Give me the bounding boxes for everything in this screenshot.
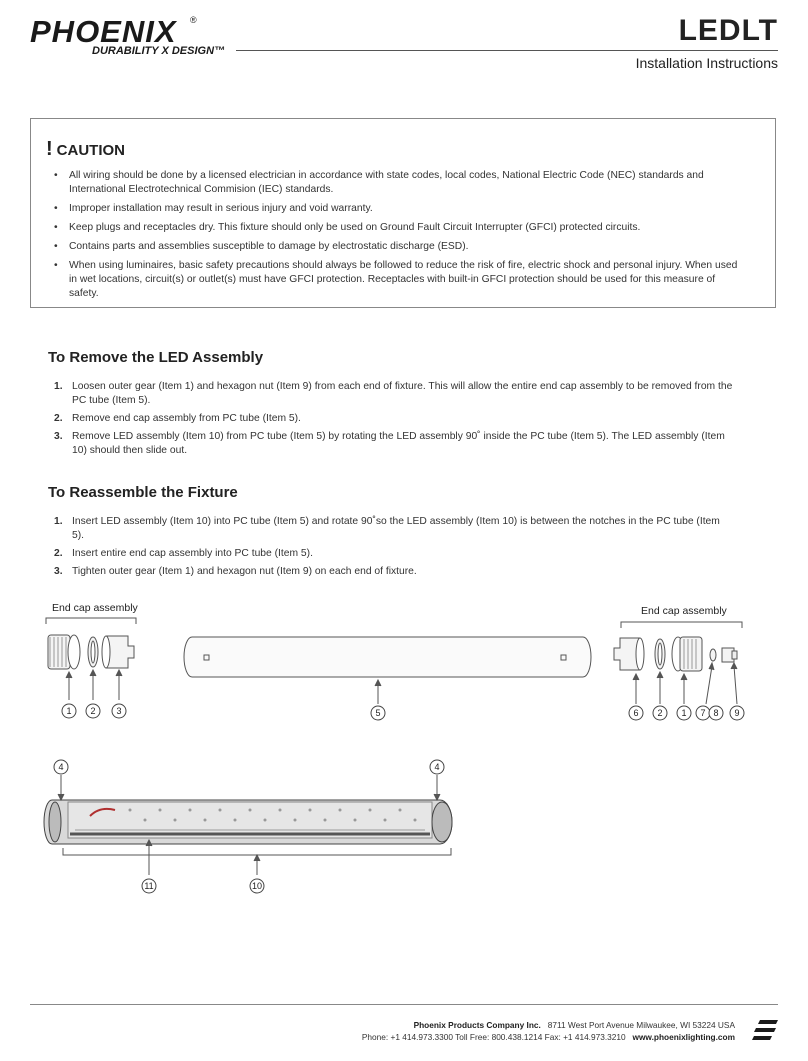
caution-title: CAUTION bbox=[56, 142, 125, 159]
led-assembly bbox=[44, 800, 452, 844]
callout-4-right: 4 bbox=[434, 762, 440, 772]
caution-heading bbox=[46, 138, 125, 161]
caution-item: • Improper installation may result in serious injury and void warranty. bbox=[54, 202, 744, 216]
caution-item: • When using luminaires, basic safety precautions should always be followed to reduce the risk of fire, electric shock and personal injury. When used in wet locations, circuit(s) or outlet(s) must have GFCI protection. Receptacles with built-in GFCI protection should be used for this measure of safety. bbox=[54, 259, 744, 301]
step-item bbox=[54, 565, 734, 579]
reassemble-section-title: To Reassemble the Fixture bbox=[48, 484, 238, 501]
left-assembly-label: End cap assembly bbox=[52, 602, 138, 614]
footer-divider bbox=[30, 1004, 778, 1005]
reassemble-steps bbox=[54, 515, 734, 583]
fixture-exploded-diagram bbox=[0, 590, 808, 900]
company-name: Phoenix Products Company Inc. bbox=[413, 1020, 541, 1030]
callout-9: 9 bbox=[734, 708, 740, 718]
outer-gear-left bbox=[48, 635, 80, 669]
step-text: Insert LED assembly (Item 10) into PC tube (Item 5) and rotate 90˚so the LED assembly (Item 10) is between the notches in the PC tube (Item 5). bbox=[72, 516, 720, 541]
callout-7: 7 bbox=[700, 708, 706, 718]
step-text: Remove LED assembly (Item 10) from PC tube (Item 5) by rotating the LED assembly 90˚ inside the PC tube (Item 5). The LED assembly (Item 10) should then slide out. bbox=[72, 431, 725, 456]
o-ring-left bbox=[88, 637, 98, 667]
caution-item: • Contains parts and assemblies susceptible to damage by electrostatic discharge (ESD). bbox=[54, 240, 744, 254]
step-item bbox=[54, 430, 734, 458]
step-text: Insert entire end cap assembly into PC tube (Item 5). bbox=[72, 548, 313, 559]
step-number: 1. bbox=[54, 381, 63, 392]
o-ring-right bbox=[655, 639, 665, 669]
hex-nut-right bbox=[722, 648, 737, 662]
step-item bbox=[54, 412, 734, 426]
registered-mark: ® bbox=[190, 15, 197, 25]
insert-left bbox=[102, 636, 134, 668]
document-subtitle: Installation Instructions bbox=[635, 55, 778, 71]
left-assembly-bracket bbox=[46, 618, 136, 624]
callout-2-right: 2 bbox=[657, 708, 663, 718]
outer-gear-right bbox=[672, 637, 702, 671]
caution-item: • All wiring should be done by a licensed electrician in accordance with state codes, local codes, National Electric Code (NEC) standards and International Electrotechnical Commision (IEC) standards. bbox=[54, 169, 744, 197]
callout-10: 10 bbox=[251, 881, 263, 891]
step-number: 3. bbox=[54, 566, 63, 577]
brand-tagline: DURABILITY X DESIGN™ bbox=[92, 45, 226, 57]
step-item bbox=[54, 547, 734, 561]
footer-company-line bbox=[414, 1020, 735, 1030]
caution-item: • Keep plugs and receptacles dry. This fixture should only be used on Ground Fault Circuit Interrupter (GFCI) protected circuits. bbox=[54, 221, 744, 235]
remove-steps bbox=[54, 380, 734, 462]
step-number: 3. bbox=[54, 431, 63, 442]
step-text: Tighten outer gear (Item 1) and hexagon nut (Item 9) on each end of fixture. bbox=[72, 566, 417, 577]
callout-6: 6 bbox=[633, 708, 639, 718]
company-phone: Phone: +1 414.973.3300 Toll Free: 800.438.1214 Fax: +1 414.973.3210 bbox=[361, 1032, 626, 1042]
caution-list bbox=[54, 169, 744, 306]
callout-5: 5 bbox=[375, 708, 381, 718]
callout-3: 3 bbox=[116, 706, 122, 716]
callout-1-right: 1 bbox=[681, 708, 687, 718]
step-item bbox=[54, 380, 734, 408]
brand-stripes-icon bbox=[752, 1018, 780, 1042]
callout-8: 8 bbox=[713, 708, 719, 718]
step-number: 2. bbox=[54, 548, 63, 559]
brand-logo: PHOENIX bbox=[30, 14, 177, 49]
remove-section-title: To Remove the LED Assembly bbox=[48, 349, 264, 366]
step-number: 2. bbox=[54, 413, 63, 424]
step-text: Loosen outer gear (Item 1) and hexagon nut (Item 9) from each end of fixture. This will allow the entire end cap assembly to be removed from the PC tube (Item 5). bbox=[72, 381, 733, 406]
insert-right bbox=[614, 638, 644, 670]
callout-1: 1 bbox=[66, 706, 72, 716]
header-divider bbox=[236, 50, 778, 51]
step-number: 1. bbox=[54, 516, 63, 527]
company-website[interactable]: www.phoenixlighting.com bbox=[632, 1032, 735, 1042]
document-title: LEDLT bbox=[678, 14, 778, 47]
callout-11: 11 bbox=[144, 881, 154, 891]
right-assembly-label: End cap assembly bbox=[641, 605, 727, 617]
right-assembly-bracket bbox=[621, 622, 742, 628]
callout-2: 2 bbox=[90, 706, 96, 716]
step-text: Remove end cap assembly from PC tube (Item 5). bbox=[72, 413, 301, 424]
pc-tube bbox=[184, 637, 591, 677]
footer-contact-line bbox=[362, 1032, 735, 1042]
exclamation-icon: ! bbox=[46, 138, 53, 160]
step-item bbox=[54, 515, 734, 543]
washer-right bbox=[710, 649, 716, 661]
callout-4-left: 4 bbox=[58, 762, 64, 772]
company-address: 8711 West Port Avenue Milwaukee, WI 53224 USA bbox=[547, 1020, 735, 1030]
